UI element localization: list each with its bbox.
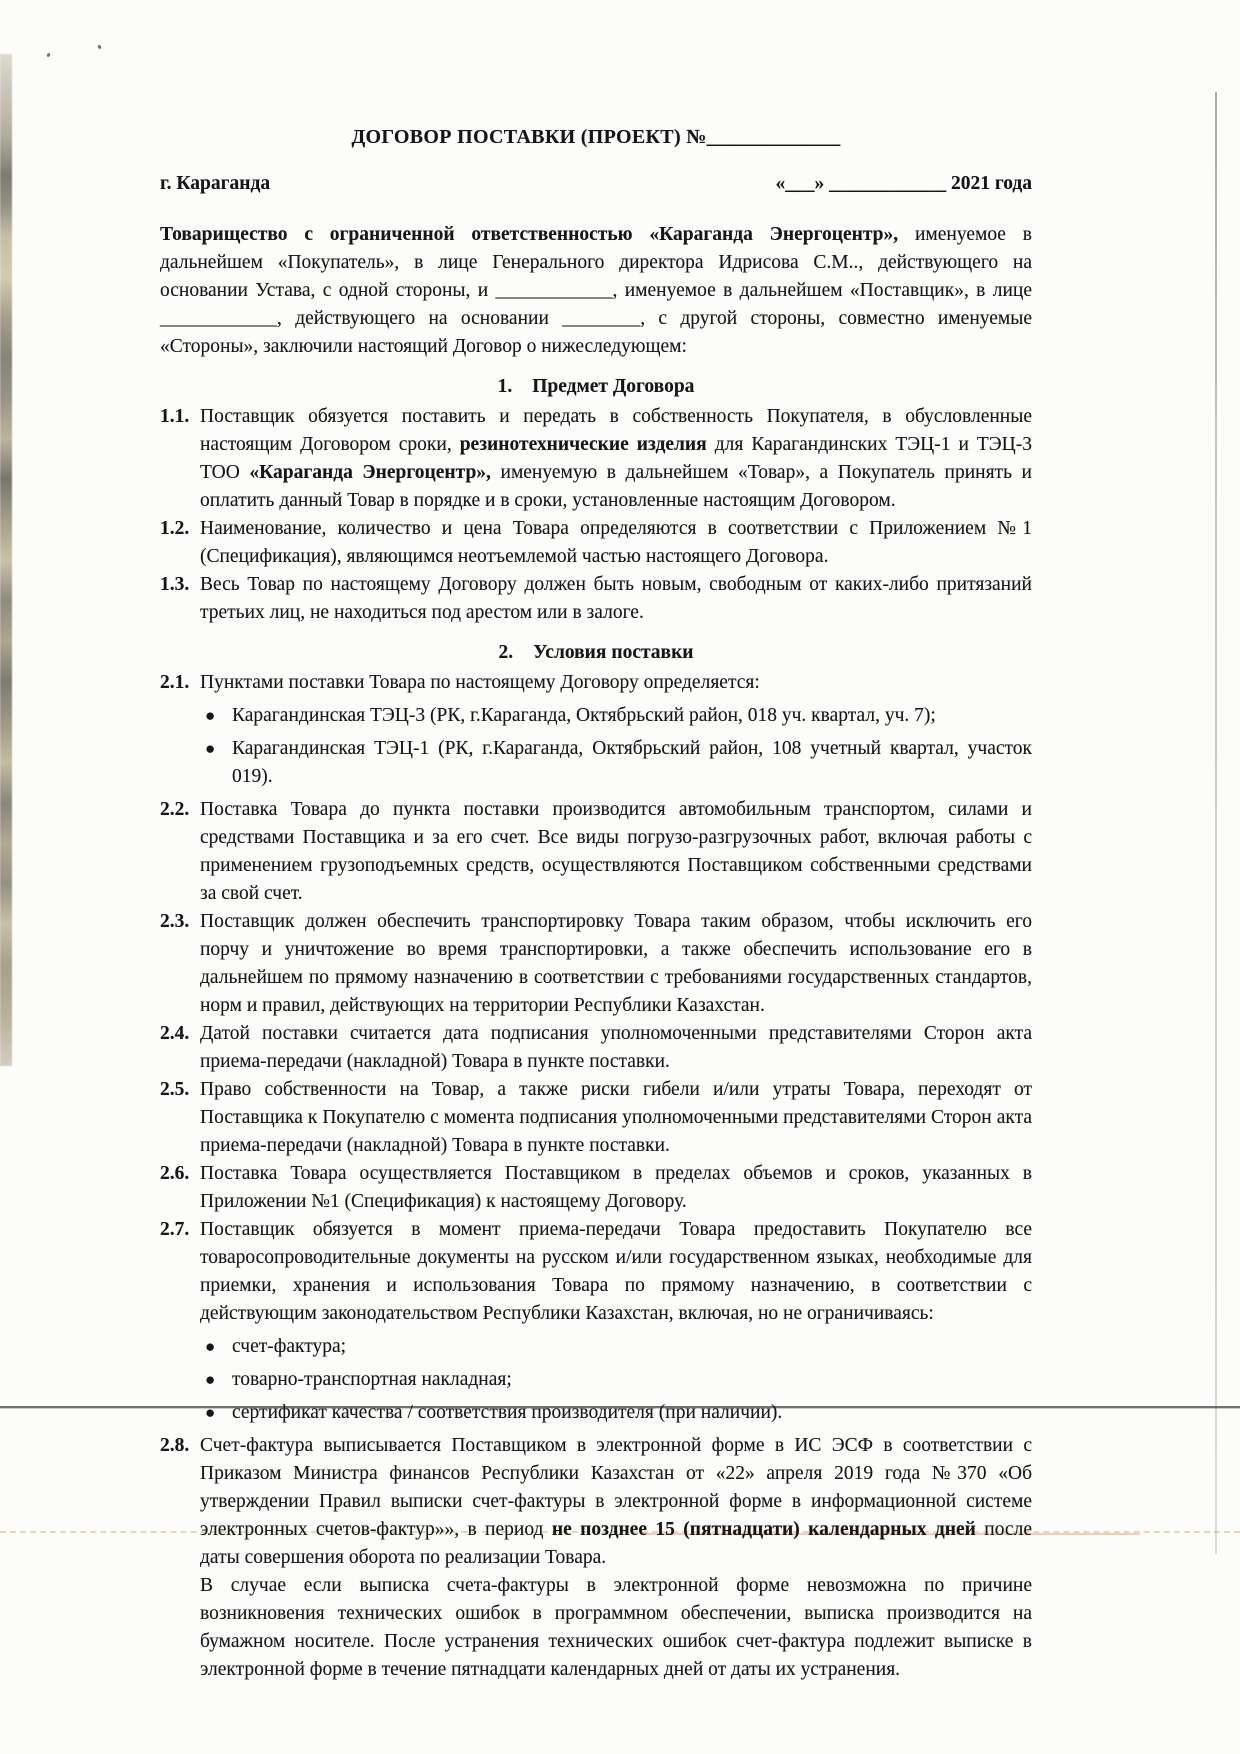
clause-number: 2.7. bbox=[160, 1219, 190, 1240]
text-segment: Поставка Товара осуществляется Поставщиком в пределах объемов и сроков, указанных в Приложении №1 (Спецификация) к настоящему Договору. bbox=[200, 1163, 1032, 1212]
text-segment: Датой поставки считается дата подписания уполномоченными представителями Сторон акта приема-передачи (накладной) Товара в пункте поставки. bbox=[200, 1023, 1032, 1072]
document-city: г. Караганда bbox=[160, 173, 271, 194]
text-segment: Пунктами поставки Товара по настоящему Договору определяется: bbox=[200, 672, 760, 693]
bullet-icon: ● bbox=[205, 1370, 216, 1389]
clause-number: 1.2. bbox=[160, 518, 190, 539]
bullet-item bbox=[160, 1366, 1032, 1394]
text-segment: Поставщик обязуется в момент приема-передачи Товара предоставить Покупателю все товаросопроводительные документы на русском и/или государственном языках, необходимые для приемки, хранения и использования Товара по прямому назначению, в соответствии с действующим законодательством Республики Казахстан, включая, но не ограничиваясь: bbox=[200, 1219, 1032, 1324]
section-number: 1. bbox=[497, 376, 513, 397]
scan-binding-artifact bbox=[0, 54, 12, 1066]
text-segment: Наименование, количество и цена Товара определяются в соответствии с Приложением №1 (Спецификация), являющимся неотъемлемой частью настоящего Договора. bbox=[200, 518, 1032, 567]
clause-number: 2.5. bbox=[160, 1079, 190, 1100]
text-segment: Карагандинская ТЭЦ-3 (РК, г.Караганда, Октябрьский район, 018 уч. квартал, уч. 7); bbox=[232, 705, 936, 726]
meta-row bbox=[160, 173, 1032, 195]
text-segment: после даты совершения оборота по реализации Товара. bbox=[200, 1519, 1032, 1568]
section-heading-2 bbox=[160, 639, 1032, 667]
text-segment: не позднее 15 (пятнадцати) календарных дней bbox=[551, 1519, 976, 1540]
text-segment: именуемое в дальнейшем «Покупатель», в лице Генерального директора Идрисова С.М.., действующего на основании Устава, с одной стороны, и ____________, именуемое в дальнейшем «Поставщик», в лице ____________, действующего на основании ________, с другой стороны, совместно именуемые «Стороны», заключили настоящий Договор о нижеследующем: bbox=[160, 224, 1032, 357]
paragraph bbox=[160, 1572, 1032, 1684]
clause-number: 2.8. bbox=[160, 1435, 190, 1456]
text-segment: Поставщик должен обеспечить транспортировку Товара таким образом, чтобы исключить его порчу и уничтожение во время транспортировки, а также обеспечить использование его в дальнейшем по прямому назначению в соответствии с требованиями государственных стандартов, норм и правил, действующих на территории Республики Казахстан. bbox=[200, 911, 1032, 1016]
clause-2-1 bbox=[160, 669, 1032, 697]
bullet-icon: ● bbox=[205, 1337, 216, 1356]
document-body bbox=[160, 221, 1032, 1684]
section-number: 2. bbox=[498, 642, 514, 663]
bullet-icon: ● bbox=[205, 739, 216, 758]
clause-number: 2.4. bbox=[160, 1023, 190, 1044]
text-segment: счет-фактура; bbox=[232, 1336, 347, 1357]
clause-2-8 bbox=[160, 1432, 1032, 1572]
text-segment: Право собственности на Товар, а также риски гибели и/или утраты Товара, переходят от Поставщика к Покупателю с момента подписания уполномоченными представителями Сторон акта приема-передачи (накладной) Товара в пункте поставки. bbox=[200, 1079, 1032, 1156]
text-segment: для Карагандинских ТЭЦ-1 и ТЭЦ-3 ТОО bbox=[200, 434, 1032, 483]
section-heading-1 bbox=[160, 373, 1032, 401]
bullet-icon: ● bbox=[205, 706, 216, 725]
clause-2-6 bbox=[160, 1160, 1032, 1216]
clause-1-1 bbox=[160, 403, 1032, 515]
bullet-item bbox=[160, 702, 1032, 730]
bullet-item bbox=[160, 735, 1032, 791]
clause-2-2 bbox=[160, 796, 1032, 908]
text-segment: В случае если выписка счета-фактуры в электронной форме невозможна по причине возникновения технических ошибок в программном обеспечении, выписка производится на бумажном носителе. После устранения технических ошибок счет-фактура подлежит выписке в электронной форме в течение пятнадцати календарных дней от даты их устранения. bbox=[200, 1575, 1032, 1680]
clause-number: 2.1. bbox=[160, 672, 190, 693]
text-segment: Карагандинская ТЭЦ-1 (РК, г.Караганда, Октябрьский район, 108 учетный квартал, участок 019). bbox=[232, 738, 1032, 787]
document-content bbox=[160, 126, 1032, 1684]
clause-2-4 bbox=[160, 1020, 1032, 1076]
clause-number: 2.2. bbox=[160, 799, 190, 820]
clause-1-2 bbox=[160, 515, 1032, 571]
clause-number: 1.1. bbox=[160, 406, 190, 427]
clause-2-5 bbox=[160, 1076, 1032, 1160]
document-title: ДОГОВОР ПОСТАВКИ (ПРОЕКТ) №_____________ bbox=[351, 126, 841, 148]
clause-2-3 bbox=[160, 908, 1032, 1020]
text-segment: Весь Товар по настоящему Договору должен быть новым, свободным от каких-либо притязаний третьих лиц, не находиться под арестом или в залоге. bbox=[200, 574, 1032, 623]
clause-2-7 bbox=[160, 1216, 1032, 1328]
text-segment: именуемую в дальнейшем «Товар», а Покупатель принять и оплатить данный Товар в порядке и в сроки, установленные настоящим Договором. bbox=[200, 462, 1032, 511]
text-segment: сертификат качества / соответствия производителя (при наличии). bbox=[232, 1402, 783, 1423]
page-edge-shadow bbox=[1215, 92, 1217, 1554]
text-segment: товарно-транспортная накладная; bbox=[232, 1369, 512, 1390]
scan-speck-artifact bbox=[97, 45, 102, 50]
text-segment: резинотехнические изделия bbox=[459, 434, 707, 455]
scan-speck-artifact bbox=[46, 53, 50, 58]
section-title: Условия поставки bbox=[533, 642, 694, 663]
text-segment: «Караганда Энергоцентр», bbox=[249, 462, 491, 483]
text-segment: Товарищество с ограниченной ответственностью «Караганда Энергоцентр», bbox=[160, 224, 899, 245]
clause-number: 1.3. bbox=[160, 574, 190, 595]
bullet-item bbox=[160, 1399, 1032, 1427]
document-date: «___» ____________ 2021 года bbox=[775, 173, 1032, 194]
text-segment: Поставка Товара до пункта поставки производится автомобильным транспортом, силами и средствами Поставщика и за его счет. Все виды погрузо-разгрузочных работ, включая работы с применением грузоподъемных средств, осуществляются Поставщиком собственными средствами за свой счет. bbox=[200, 799, 1032, 904]
bullet-icon: ● bbox=[205, 1403, 216, 1422]
paragraph bbox=[160, 221, 1032, 361]
clause-number: 2.3. bbox=[160, 911, 190, 932]
text-segment: Поставщик обязуется поставить и передать в собственность Покупателя, в обусловленные настоящим Договором сроки, bbox=[200, 406, 1032, 455]
clause-number: 2.6. bbox=[160, 1163, 190, 1184]
section-title: Предмет Договора bbox=[532, 376, 695, 397]
bullet-item bbox=[160, 1333, 1032, 1361]
clause-1-3 bbox=[160, 571, 1032, 627]
text-segment: Счет-фактура выписывается Поставщиком в электронной форме в ИС ЭСФ в соответствии с Приказом Министра финансов Республики Казахстан от «22» апреля 2019 года №370 «Об утверждении Правил выписки счет-фактуры в электронной форме в информационной системе электронных счетов-фактур»», в период bbox=[200, 1435, 1032, 1540]
